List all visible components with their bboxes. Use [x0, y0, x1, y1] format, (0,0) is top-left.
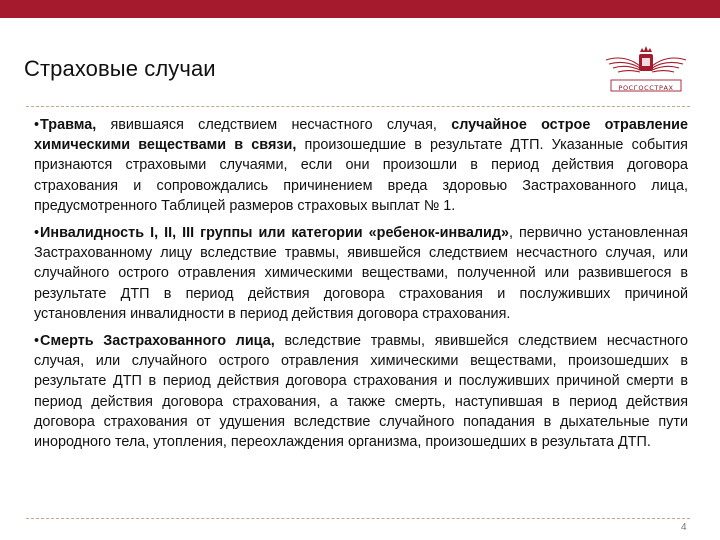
list-item-death — [34, 331, 688, 452]
item-text: произошедшие в результате ДТП. Указанные события признаются страховыми случаями, если они произошли в период действия договора страхования и сопровождались причинением вреда здоровью Застрахованного лица, предусмотренного Таблицей размеров страховых выплат № 1. — [34, 137, 688, 214]
top-accent-bar — [0, 0, 720, 18]
list-item-injury — [34, 115, 688, 216]
bullet: • — [34, 117, 40, 133]
item-text: вследствие травмы, явившейся следствием несчастного случая, или случайного острого отравления химическими веществами, произошедших в результате ДТП в период действия договора страхования и послуживших причиной смерти в период действия договора страхования, а также смерть, наступившая в период действия договора страхования от удушения вследствие случайного попадания в дыхательные пути инородного тела, утопления, переохлаждения организма, произошедших в результата ДТП. — [34, 333, 688, 451]
item-text: , первично установленная Застрахованному лицу вследствие травмы, явившейся следствием несчастного случая, или случайного острого отравления химическими веществами, полученной или развившегося в результате ДТП в период действия договора страхования и послуживших причиной установления инвалидности в период действия договора страхования. — [34, 225, 688, 322]
item-bold-poisoning: случайное острое отравление химическими веществами в связи, — [34, 117, 688, 154]
item-text: явившаяся следствием несчастного случая, — [96, 117, 452, 133]
page-number: 4 — [681, 522, 687, 533]
top-divider — [26, 106, 690, 107]
bullet: • — [34, 225, 40, 242]
item-lead-injury: Травма, — [40, 117, 97, 133]
list-item-disability — [34, 223, 688, 324]
item-lead-disability: Инвалидность I, II, III группы или категории «ребенок-инвалид» — [40, 225, 509, 242]
logo-text: РОСГОССТРАХ — [618, 84, 674, 92]
main-content — [34, 115, 688, 459]
bottom-divider — [26, 518, 690, 519]
item-lead-death: Смерть Застрахованного лица, — [40, 333, 275, 350]
page-title: Страховые случаи — [24, 56, 216, 81]
bullet: • — [34, 333, 40, 350]
